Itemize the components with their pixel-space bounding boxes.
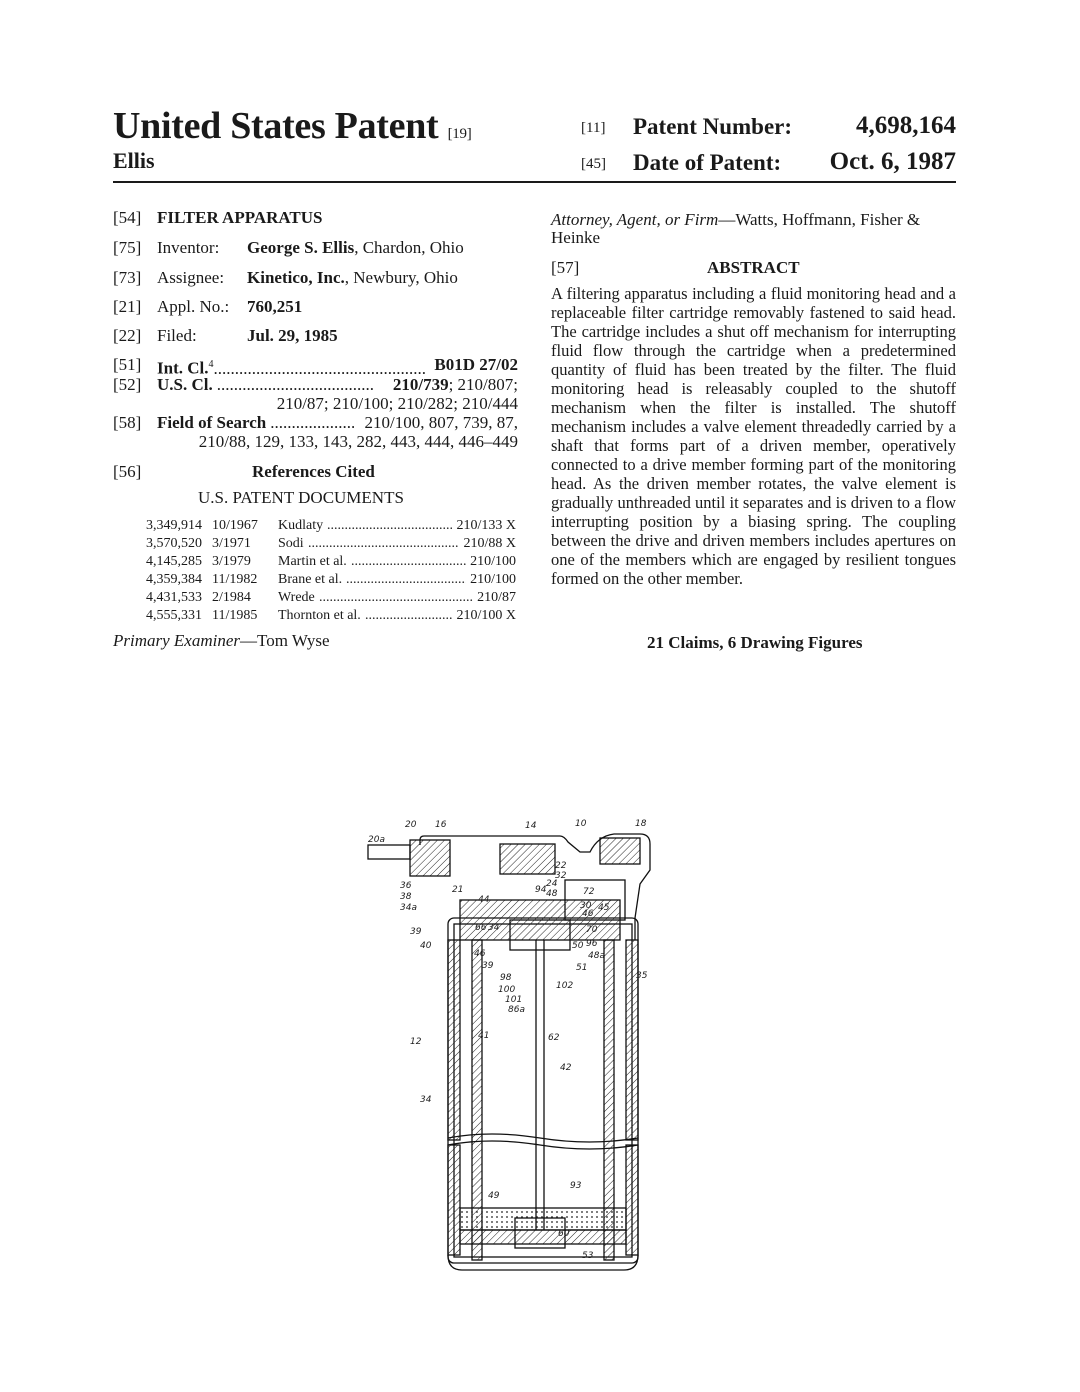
drawing-label: 18 xyxy=(635,819,647,829)
drawing-label: 70 xyxy=(586,925,598,935)
drawing-label: 39 xyxy=(482,961,494,971)
appl-number: 760,251 xyxy=(247,297,303,316)
reference-date: 10/1967 xyxy=(212,518,258,533)
drawing-label: 10 xyxy=(575,819,587,829)
drawing-label: 42 xyxy=(560,1063,572,1073)
reference-name: Sodi xyxy=(278,536,304,551)
field-search-label: Field of Search xyxy=(157,413,267,432)
inventor-label: Inventor: xyxy=(157,238,220,257)
attorney-line1 xyxy=(551,210,920,230)
reference-leader xyxy=(346,571,466,589)
drawing-label: 14 xyxy=(525,821,537,831)
assignee-name: Kinetico, Inc. xyxy=(247,268,345,287)
filed-date: Jul. 29, 1985 xyxy=(247,326,338,345)
drawing-label: 20a xyxy=(368,835,385,845)
intcl-label: Int. Cl. xyxy=(157,358,209,378)
drawing-label: 72 xyxy=(583,887,595,897)
reference-number: 3,570,520 xyxy=(146,536,202,551)
references-title: References Cited xyxy=(252,462,375,481)
appl-label: Appl. No.: xyxy=(157,297,230,316)
drawing-label: 86a xyxy=(508,1005,525,1015)
patent-number-code: [11] xyxy=(581,120,606,136)
field-search-code: [58] xyxy=(113,413,142,432)
assignee-label: Assignee: xyxy=(157,268,225,287)
assignee-field xyxy=(247,268,458,288)
assignee-place: , Newbury, Ohio xyxy=(344,268,458,287)
primary-examiner xyxy=(113,631,330,651)
drawing-label: 46 xyxy=(474,949,486,959)
abstract-title: ABSTRACT xyxy=(707,258,800,277)
reference-number: 3,349,914 xyxy=(146,518,202,533)
uscl-value-primary: 210/739 xyxy=(392,375,449,394)
date-label: Date of Patent: xyxy=(633,150,782,175)
drawing-label: 45 xyxy=(598,903,610,913)
drawing-label: 48 xyxy=(546,889,558,899)
drawing-label: 102 xyxy=(556,981,574,991)
reference-number: 4,145,285 xyxy=(146,554,202,569)
inventor-field xyxy=(247,238,464,258)
inventor-field-code: [75] xyxy=(113,238,142,257)
reference-leader xyxy=(319,589,473,607)
assignee-field-code: [73] xyxy=(113,268,142,287)
drawing-label: 50 xyxy=(572,941,584,951)
reference-class: 210/100 xyxy=(470,554,516,569)
attorney-label: Attorney, Agent, or Firm xyxy=(551,210,719,229)
drawing-label: 34 xyxy=(488,923,500,933)
patent-number: 4,698,164 xyxy=(856,112,956,139)
drawing-label: 66 xyxy=(475,923,487,933)
attorney-line2: Heinke xyxy=(551,228,601,247)
invention-title: FILTER APPARATUS xyxy=(157,208,323,227)
drawing-label: 48a xyxy=(588,951,605,961)
appl-field-code: [21] xyxy=(113,297,142,316)
uscl-label: U.S. Cl. xyxy=(157,375,213,394)
drawing-label: 60 xyxy=(558,1229,570,1239)
drawing-label: 96 xyxy=(586,939,598,949)
uscl-leader xyxy=(217,375,373,395)
reference-number: 4,555,331 xyxy=(146,608,202,623)
inventor-place: , Chardon, Ohio xyxy=(354,238,464,257)
reference-name: Martin et al. xyxy=(278,554,347,569)
drawing-label: 12 xyxy=(410,1037,422,1047)
drawing-label: 21 xyxy=(452,885,464,895)
drawing-label: 49 xyxy=(488,1191,500,1201)
reference-number: 4,359,384 xyxy=(146,572,202,587)
inventor-surname: Ellis xyxy=(113,148,155,173)
drawing-label: 38 xyxy=(400,892,412,902)
attorney-name: —Watts, Hoffmann, Fisher & xyxy=(718,210,921,229)
drawing-label: 51 xyxy=(576,963,588,973)
drawing-label: 44 xyxy=(478,895,490,905)
field-search-field xyxy=(157,413,354,433)
uscl-value-line2: 210/87; 210/100; 210/282; 210/444 xyxy=(276,394,518,413)
reference-leader xyxy=(308,535,459,553)
reference-leader xyxy=(351,553,466,571)
field-search-value: 210/100, 807, 739, 87, xyxy=(364,413,518,432)
drawing-label: 35 xyxy=(636,971,648,981)
patent-heading xyxy=(113,104,471,148)
us-docs-title: U.S. PATENT DOCUMENTS xyxy=(198,488,404,507)
header-rule xyxy=(113,181,956,183)
patent-drawing xyxy=(350,800,670,1280)
filed-label: Filed: xyxy=(157,326,197,345)
drawing-label: 39 xyxy=(410,927,422,937)
abstract-code: [57] xyxy=(551,258,580,277)
reference-class: 210/100 X xyxy=(456,608,516,623)
drawing-label: 34 xyxy=(420,1095,432,1105)
references-code: [56] xyxy=(113,462,142,481)
drawing-label: 93 xyxy=(570,1181,582,1191)
reference-leader xyxy=(365,607,452,625)
drawing-label: 20 xyxy=(405,820,417,830)
reference-name: Brane et al. xyxy=(278,572,343,587)
intcl-field-code: [51] xyxy=(113,355,142,374)
reference-name: Thornton et al. xyxy=(278,608,361,623)
reference-class: 210/100 xyxy=(470,572,516,587)
reference-class: 210/88 X xyxy=(463,536,516,551)
drawing-label: 32 xyxy=(555,871,567,881)
drawing-label: 36 xyxy=(400,881,412,891)
examiner-label: Primary Examiner xyxy=(113,631,241,650)
drawing-label: 94 xyxy=(535,885,547,895)
reference-date: 2/1984 xyxy=(212,590,251,605)
date-code: [45] xyxy=(581,156,606,172)
patent-title: United States Patent xyxy=(113,105,439,147)
intcl-superscript: 4 xyxy=(208,359,214,370)
reference-name: Kudlaty xyxy=(278,518,324,533)
drawing-label: 24 xyxy=(546,879,558,889)
title-field-code: [54] xyxy=(113,208,142,227)
drawing-label: 22 xyxy=(555,861,567,871)
drawing-label: 98 xyxy=(500,973,512,983)
intcl-value: B01D 27/02 xyxy=(434,355,518,374)
reference-name: Wrede xyxy=(278,590,315,605)
filed-field-code: [22] xyxy=(113,326,142,345)
reference-date: 3/1971 xyxy=(212,536,251,551)
drawing-label: 62 xyxy=(548,1033,560,1043)
patent-number-label: Patent Number: xyxy=(633,114,793,139)
reference-class: 210/87 xyxy=(477,590,516,605)
reference-class: 210/133 X xyxy=(456,518,516,533)
field-search-leader xyxy=(270,413,354,433)
abstract-text: A filtering apparatus including a fluid monitoring head and a replaceable filter cartridge removably fastened to said head. The cartridge includes a shut off mechanism for interrupting fluid flow through the cartridge when a predetermined quantity of fluid has been treated by the filter. The fluid monitoring head is releasably coupled to the shutoff mechanism when the filter is installed. The shutoff mechanism includes a valve element threadedly carried by a shaft that forms part of a driven member, operatively connected to a drive member forming part of the monitoring head. As the driven member rotates, the valve element is gradually unthreaded until it separates and is driven to a flow interrupting position by a biasing spring. The coupling between the drive and driven members includes apertures on one of the members which are engaged by resilient tongues formed on the other member. xyxy=(551,284,956,588)
uscl-field xyxy=(157,375,373,395)
reference-date: 3/1979 xyxy=(212,554,251,569)
title-code: [19] xyxy=(447,126,472,142)
drawing-label: 46 xyxy=(582,909,594,919)
drawing-label: 41 xyxy=(478,1031,490,1041)
reference-leader xyxy=(327,517,452,535)
drawing-label: 40 xyxy=(420,941,432,951)
reference-number: 4,431,533 xyxy=(146,590,202,605)
reference-date: 11/1985 xyxy=(212,608,258,623)
inventor-name: George S. Ellis xyxy=(247,238,355,257)
drawing-label: 53 xyxy=(582,1251,594,1261)
uscl-value xyxy=(393,375,518,395)
date-of-patent: Oct. 6, 1987 xyxy=(829,148,956,175)
uscl-value-rest: ; 210/807; xyxy=(448,375,518,394)
drawing-label: 16 xyxy=(435,820,447,830)
claims-summary: 21 Claims, 6 Drawing Figures xyxy=(647,633,863,652)
examiner-name: —Tom Wyse xyxy=(240,631,330,650)
drawing-label: 34a xyxy=(400,903,417,913)
drawing-label: 101 xyxy=(505,995,523,1005)
drawing-label: 30 xyxy=(580,901,592,911)
uscl-field-code: [52] xyxy=(113,375,142,394)
reference-date: 11/1982 xyxy=(212,572,258,587)
field-search-value-line2: 210/88, 129, 133, 143, 282, 443, 444, 446–449 xyxy=(198,432,518,451)
drawing-label: 100 xyxy=(498,985,516,995)
